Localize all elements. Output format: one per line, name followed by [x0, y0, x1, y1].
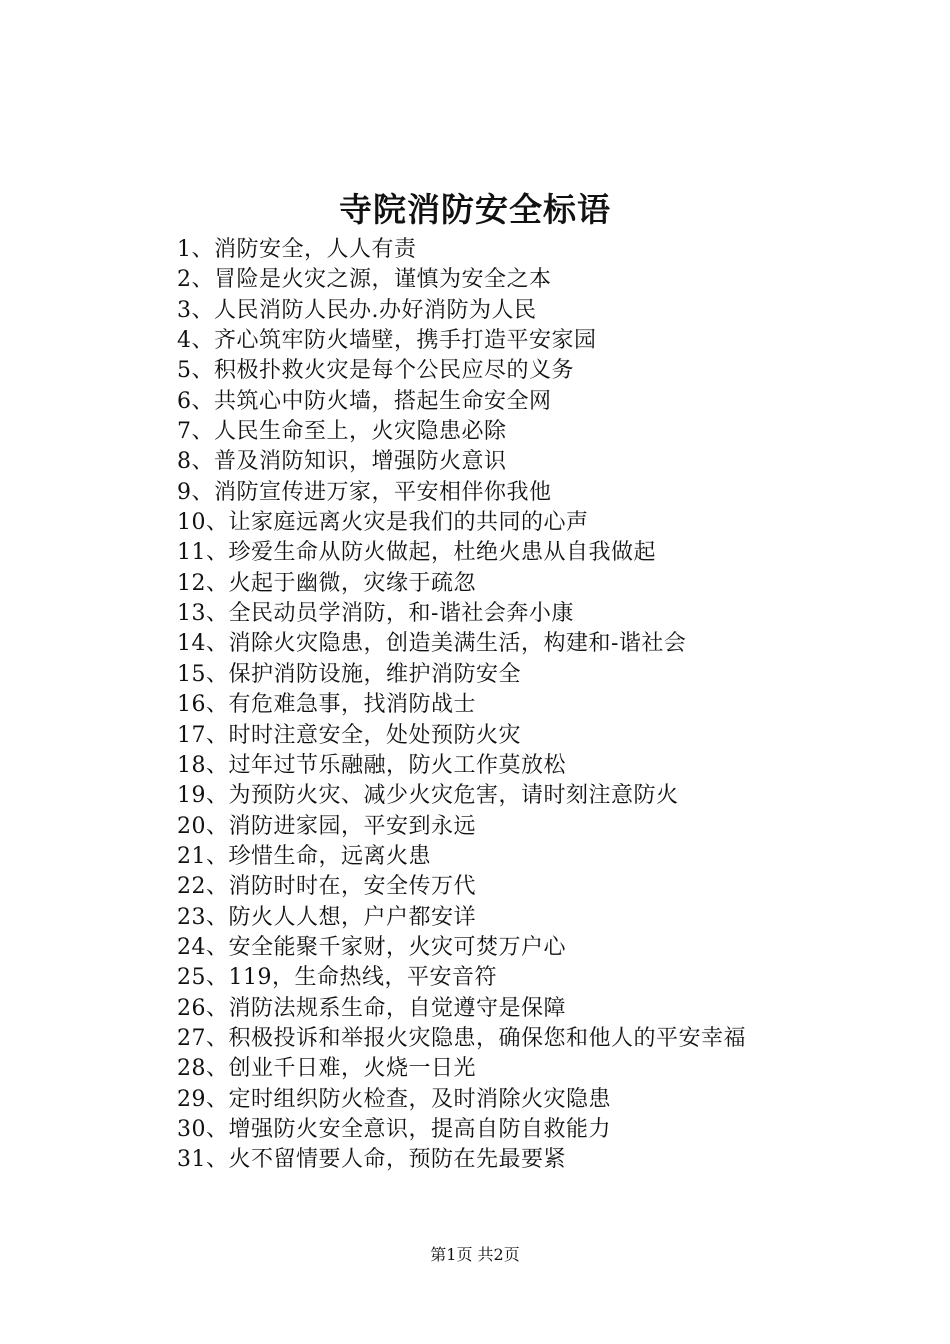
slogan-item: 3、人民消防人民办.办好消防为人民 [177, 297, 537, 323]
slogan-item: 16、有危难急事，找消防战士 [177, 692, 476, 718]
slogan-item: 22、消防时时在，安全传万代 [177, 874, 476, 900]
page-title: 寺院消防安全标语 [339, 190, 611, 229]
slogan-item: 20、消防进家园，平安到永远 [177, 813, 476, 839]
slogan-item: 12、火起于幽微，灾缘于疏忽 [177, 570, 476, 596]
slogan-item: 1、消防安全，人人有责 [177, 237, 417, 262]
slogan-item: 31、火不留情要人命，预防在先最要紧 [177, 1147, 566, 1173]
page-footer: 第1页 共2页 [430, 1245, 520, 1264]
slogan-item: 24、安全能聚千家财，火灾可焚万户心 [177, 934, 566, 960]
slogan-item: 28、创业千日难，火烧一日光 [177, 1056, 476, 1082]
slogan-item: 7、人民生命至上，火灾隐患必除 [177, 419, 507, 445]
slogan-item: 6、共筑心中防火墙，搭起生命安全网 [177, 388, 552, 414]
slogan-item: 23、防火人人想，户户都安详 [177, 904, 476, 930]
slogan-item: 21、珍惜生命，远离火患 [177, 843, 431, 869]
slogan-item: 13、全民动员学消防，和-谐社会奔小康 [177, 601, 574, 627]
slogan-item: 30、增强防火安全意识，提高自防自救能力 [177, 1116, 611, 1142]
slogan-item: 15、保护消防设施，维护消防安全 [177, 661, 521, 687]
slogan-item: 14、消除火灾隐患，创造美满生活，构建和-谐社会 [177, 631, 687, 657]
slogan-list [177, 235, 746, 1176]
slogan-item: 4、齐心筑牢防火墙壁，携手打造平安家园 [177, 328, 597, 354]
slogan-item: 5、积极扑救火灾是每个公民应尽的义务 [177, 358, 574, 384]
slogan-item: 8、普及消防知识，增强防火意识 [177, 449, 507, 475]
slogan-item: 29、定时组织防火检查，及时消除火灾隐患 [177, 1086, 611, 1112]
slogan-item: 10、让家庭远离火灾是我们的共同的心声 [177, 510, 589, 536]
slogan-item: 11、珍爱生命从防火做起，杜绝火患从自我做起 [177, 540, 656, 566]
slogan-item: 25、119，生命热线，平安音符 [177, 965, 497, 991]
slogan-item: 2、冒险是火灾之源，谨慎为安全之本 [177, 267, 552, 293]
slogan-item: 9、消防宣传进万家，平安相伴你我他 [177, 479, 552, 505]
slogan-item: 18、过年过节乐融融，防火工作莫放松 [177, 752, 566, 778]
slogan-item: 19、为预防火灾、减少火灾危害，请时刻注意防火 [177, 783, 679, 809]
slogan-item: 27、积极投诉和举报火灾隐患，确保您和他人的平安幸福 [177, 1025, 746, 1051]
slogan-item: 17、时时注意安全，处处预防火灾 [177, 722, 521, 748]
slogan-item: 26、消防法规系生命，自觉遵守是保障 [177, 995, 566, 1021]
